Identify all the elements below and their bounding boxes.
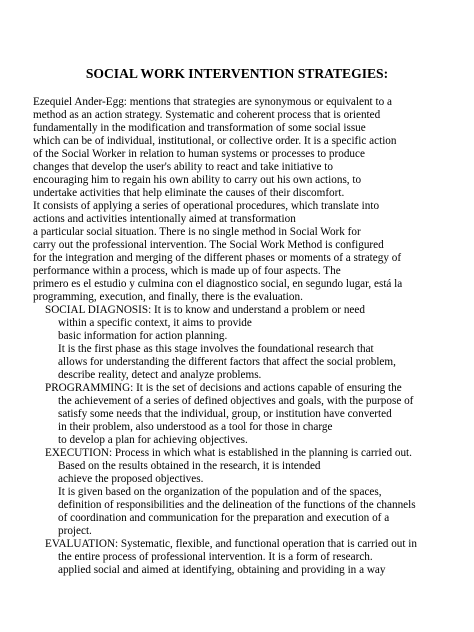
paragraph-line-15: primero es el estudio y culmina con el diagnostico social, en segundo lugar, está la <box>33 278 403 290</box>
list-line-19: It is the first phase as this stage involves the foundational research that <box>58 343 374 355</box>
paragraph-line-11: a particular social situation. There is no single method in Social Work for <box>33 226 361 238</box>
list-line-24: satisfy some needs that the individual, group, or institution have converted <box>58 408 392 420</box>
list-line-25: in their problem, also understood as a tool for those in charge <box>58 421 333 433</box>
paragraph-line-16: programming, execution, and finally, there is the evaluation. <box>33 291 303 303</box>
paragraph-line-3: fundamentally in the modification and transformation of some social issue <box>33 122 366 134</box>
paragraph-line-6: changes that develop the user's ability to react and take initiative to <box>33 161 333 173</box>
list-line-20: allows for understanding the different factors that affect the social problem, <box>58 356 396 368</box>
list-item-programming: PROGRAMMING: It is the set of decisions and actions capable of ensuring the <box>45 382 402 394</box>
list-line-31: definition of responsibilities and the delineation of the functions of the channels <box>58 499 416 511</box>
paragraph-line-12: carry out the professional intervention. The Social Work Method is configured <box>33 239 384 251</box>
list-item-social-diagnosis: SOCIAL DIAGNOSIS: It is to know and understand a problem or need <box>45 304 365 316</box>
paragraph-line-1: Ezequiel Ander-Egg: mentions that strategies are synonymous or equivalent to a <box>33 96 392 108</box>
list-line-21: describe reality, detect and analyze problems. <box>58 369 262 381</box>
list-line-28: Based on the results obtained in the research, it is intended <box>58 460 321 472</box>
list-line-32: of coordination and communication for the preparation and execution of a <box>58 512 390 524</box>
paragraph-line-7: encouraging him to regain his own ability to carry out his own actions, to <box>33 174 362 186</box>
list-line-30: It is given based on the organization of the population and of the spaces, <box>58 486 382 498</box>
list-line-29: achieve the proposed objectives. <box>58 473 204 485</box>
paragraph-line-4: which can be of individual, institutional, or collective order. It is a specific action <box>33 135 397 147</box>
list-item-execution: EXECUTION: Process in which what is established in the planning is carried out. <box>45 447 412 459</box>
paragraph-line-8: undertake activities that help eliminate the causes of their discomfort. <box>33 187 345 199</box>
paragraph-line-5: of the Social Worker in relation to human systems or processes to produce <box>33 148 365 160</box>
list-line-36: applied social and aimed at identifying, obtaining and providing in a way <box>58 564 386 576</box>
list-item-evaluation: EVALUATION: Systematic, flexible, and functional operation that is carried out in <box>45 538 417 550</box>
document-title: SOCIAL WORK INTERVENTION STRATEGIES: <box>85 66 389 81</box>
paragraph-line-14: performance within a process, which is made up of four aspects. The <box>33 265 341 277</box>
paragraph-line-13: for the integration and merging of the different phases or moments of a strategy of <box>33 252 402 264</box>
list-line-18: basic information for action planning. <box>58 330 228 342</box>
list-line-35: the entire process of professional intervention. It is a form of research. <box>58 551 373 563</box>
list-line-33: project. <box>58 525 92 537</box>
list-line-23: the achievement of a series of defined objectives and goals, with the purpose of <box>58 395 414 407</box>
list-line-17: within a specific context, it aims to provide <box>58 317 252 329</box>
paragraph-line-9: It consists of applying a series of operational procedures, which translate into <box>33 200 380 212</box>
paragraph-line-2: method as an action strategy. Systematic and coherent process that is oriented <box>33 109 381 121</box>
list-line-26: to develop a plan for achieving objectives. <box>58 434 248 446</box>
paragraph-line-10: actions and activities intentionally aimed at transformation <box>33 213 296 225</box>
